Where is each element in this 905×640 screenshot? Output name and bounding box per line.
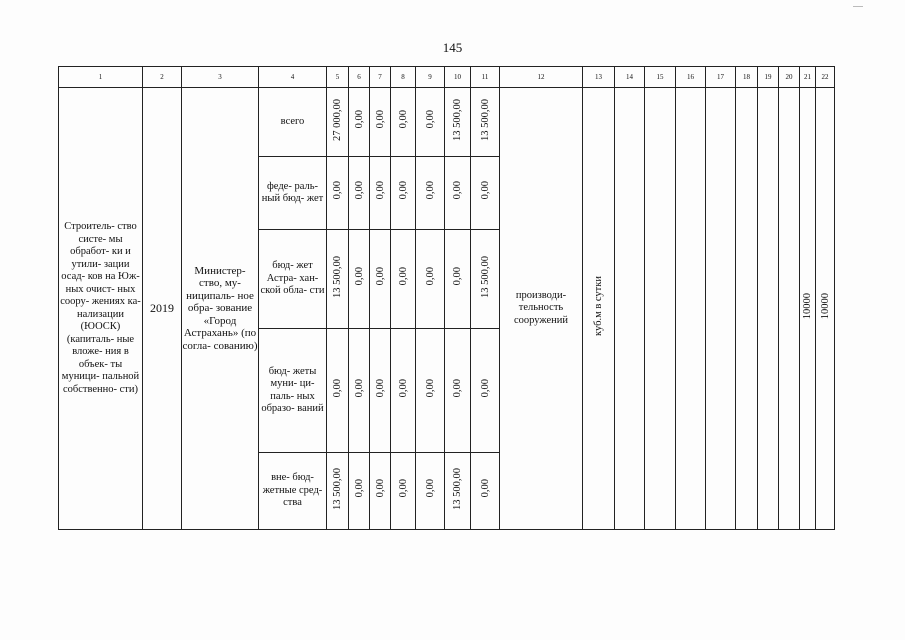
empty-cell <box>706 88 736 530</box>
value-text: 0,00 <box>353 267 365 286</box>
value-cell <box>349 157 370 230</box>
value-text: 0,00 <box>374 181 386 200</box>
unit-cell <box>583 88 615 530</box>
page-number: 145 <box>442 40 463 55</box>
value-cell <box>471 88 500 157</box>
column-header: 12 <box>500 67 583 88</box>
value-cell <box>349 88 370 157</box>
value-text: 0,00 <box>424 479 436 498</box>
column-header: 8 <box>391 67 416 88</box>
value-text: 13 500,00 <box>452 467 463 510</box>
value-text: 10000 <box>819 292 831 320</box>
empty-cell <box>615 88 645 530</box>
value-text: 13 500,00 <box>479 255 491 298</box>
value-cell <box>416 453 445 530</box>
value-cell <box>416 157 445 230</box>
column-header: 14 <box>615 67 645 88</box>
value-text: 0,00 <box>353 181 365 200</box>
col21-cell <box>800 88 816 530</box>
empty-cell <box>645 88 676 530</box>
empty-cell <box>779 88 800 530</box>
column-header: 21 <box>800 67 816 88</box>
value-text: 0,00 <box>452 378 463 398</box>
value-text: 13 500,00 <box>452 98 463 141</box>
value-cell <box>391 329 416 453</box>
value-text: 27 000,00 <box>332 98 343 141</box>
value-text: 0,00 <box>479 479 491 498</box>
value-cell <box>391 88 416 157</box>
empty-cell <box>676 88 706 530</box>
value-text: 0,00 <box>424 378 436 398</box>
customer-cell: Министер- ство, му- ниципаль- ное обра- зование «Город Астрахань» (по согла- сованию) <box>182 88 259 530</box>
value-cell <box>327 453 349 530</box>
value-text: 0,00 <box>374 267 386 286</box>
value-cell <box>445 453 471 530</box>
value-text: 0,00 <box>424 267 436 286</box>
value-cell <box>445 329 471 453</box>
column-header: 18 <box>736 67 758 88</box>
value-cell <box>327 230 349 329</box>
value-cell <box>349 230 370 329</box>
value-cell <box>349 329 370 453</box>
value-text: 0,00 <box>353 479 365 498</box>
value-cell <box>445 88 471 157</box>
value-cell <box>445 230 471 329</box>
value-text: 0,00 <box>424 110 436 129</box>
value-text: 0,00 <box>332 181 343 200</box>
value-cell <box>327 329 349 453</box>
value-cell <box>471 157 500 230</box>
value-text: 0,00 <box>479 378 491 398</box>
value-text: 0,00 <box>374 378 386 398</box>
object-name-cell: Строитель- ство систе- мы обработ- ки и утили- зации осад- ков на Юж- ных очист- ных соору- жениях ка- нализации (ЮОСК) (капиталь- ные вложе- ния в объек- ты муници- пальной собственно- сти) <box>59 88 143 530</box>
scan-mark <box>853 6 863 7</box>
value-text: 0,00 <box>397 181 409 200</box>
value-cell <box>391 230 416 329</box>
source-label: бюд- жет Астра- хан- ской обла- сти <box>259 230 327 329</box>
value-text: 0,00 <box>452 181 463 200</box>
value-text: 13 500,00 <box>332 255 343 298</box>
header-row <box>59 67 835 88</box>
column-header: 20 <box>779 67 800 88</box>
column-header: 11 <box>471 67 500 88</box>
empty-cell <box>758 88 779 530</box>
value-text: 0,00 <box>397 479 409 498</box>
source-label: бюд- жеты муни- ци- паль- ных образо- ваний <box>259 329 327 453</box>
table-row <box>59 88 835 157</box>
column-header: 19 <box>758 67 779 88</box>
data-table <box>58 66 835 530</box>
value-text: куб.м в сутки <box>593 276 604 336</box>
indicator-cell: производи- тельность сооружений <box>500 88 583 530</box>
value-cell <box>370 453 391 530</box>
value-text: 0,00 <box>397 378 409 398</box>
column-header: 9 <box>416 67 445 88</box>
value-cell <box>370 230 391 329</box>
column-header: 4 <box>259 67 327 88</box>
value-text: 0,00 <box>479 181 491 200</box>
value-text: 0,00 <box>424 181 436 200</box>
column-header: 1 <box>59 67 143 88</box>
value-cell <box>416 329 445 453</box>
value-cell <box>327 88 349 157</box>
value-text: 0,00 <box>374 479 386 498</box>
source-label: всего <box>259 88 327 157</box>
column-header: 6 <box>349 67 370 88</box>
value-cell <box>327 157 349 230</box>
column-header: 22 <box>816 67 835 88</box>
column-header: 16 <box>676 67 706 88</box>
source-label: феде- раль- ный бюд- жет <box>259 157 327 230</box>
value-cell <box>349 453 370 530</box>
value-cell <box>370 329 391 453</box>
value-cell <box>416 88 445 157</box>
value-cell <box>391 157 416 230</box>
value-cell <box>370 157 391 230</box>
value-text: 13 500,00 <box>479 98 491 141</box>
value-text: 0,00 <box>332 378 343 398</box>
value-cell <box>471 329 500 453</box>
column-header: 3 <box>182 67 259 88</box>
column-header: 5 <box>327 67 349 88</box>
year-cell: 2019 <box>143 88 182 530</box>
value-text: 0,00 <box>397 267 409 286</box>
value-text: 0,00 <box>374 110 386 129</box>
column-header: 13 <box>583 67 615 88</box>
column-header: 10 <box>445 67 471 88</box>
value-cell <box>471 453 500 530</box>
value-text: 0,00 <box>397 110 409 129</box>
col22-cell <box>816 88 835 530</box>
value-text: 0,00 <box>353 110 365 129</box>
column-header: 15 <box>645 67 676 88</box>
value-text: 10000 <box>802 292 813 320</box>
value-cell <box>391 453 416 530</box>
value-text: 13 500,00 <box>332 467 343 510</box>
column-header: 2 <box>143 67 182 88</box>
value-cell <box>416 230 445 329</box>
source-label: вне- бюд- жетные сред- ства <box>259 453 327 530</box>
column-header: 17 <box>706 67 736 88</box>
value-text: 0,00 <box>353 378 365 398</box>
empty-cell <box>736 88 758 530</box>
value-text: 0,00 <box>452 267 463 286</box>
column-header: 7 <box>370 67 391 88</box>
value-cell <box>445 157 471 230</box>
value-cell <box>471 230 500 329</box>
value-cell <box>370 88 391 157</box>
